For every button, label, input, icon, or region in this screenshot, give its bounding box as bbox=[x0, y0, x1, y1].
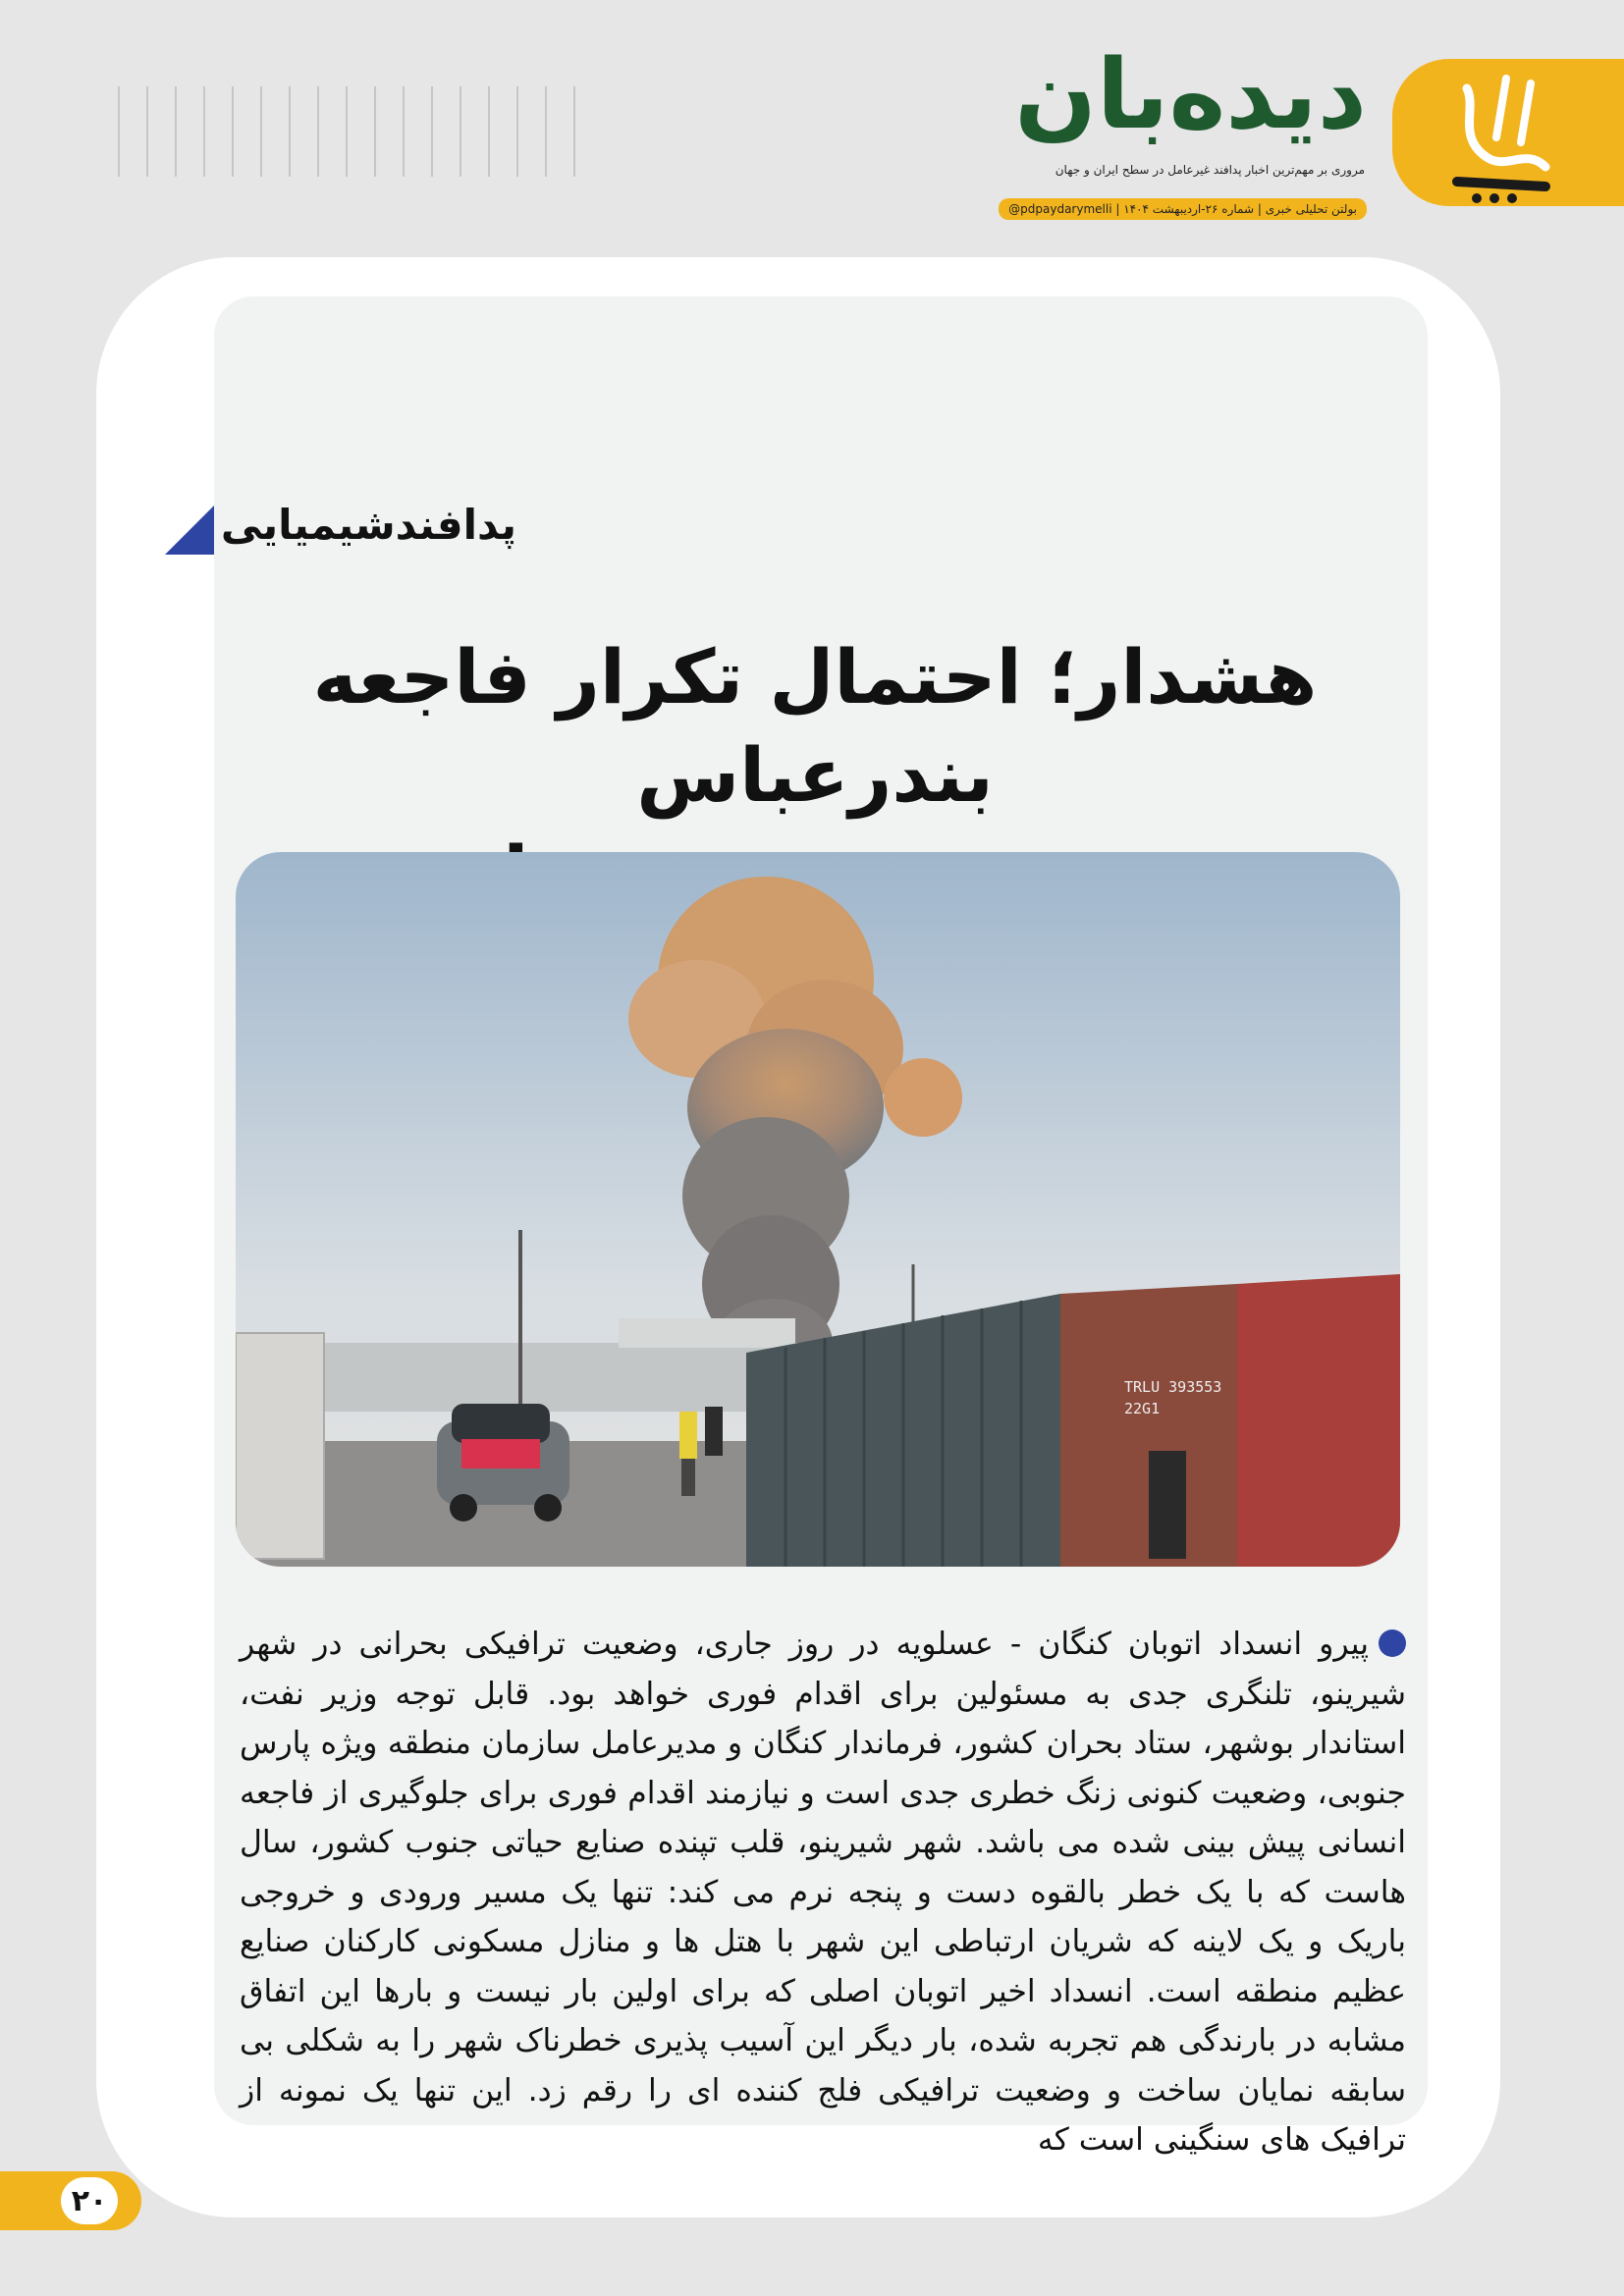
issue-info: بولتن تحلیلی خبری | شماره ۲۶-اردیبهشت ۱۴۰۴ | pdpaydarymelli@ bbox=[999, 198, 1367, 220]
container-code: TRLU 393553 bbox=[1124, 1378, 1222, 1396]
car bbox=[437, 1404, 569, 1522]
container-stack-left bbox=[236, 1333, 324, 1559]
decorative-stripes bbox=[118, 86, 609, 177]
section-marker-icon bbox=[165, 506, 214, 555]
headline-line-1: هشدار؛ احتمال تکرار فاجعه بندرعباس bbox=[312, 633, 1318, 819]
article-body bbox=[240, 1620, 1406, 2165]
page-number-tab bbox=[0, 2171, 141, 2230]
brand-logo bbox=[1392, 59, 1624, 206]
masthead bbox=[974, 22, 1367, 216]
calligraphy-logo-icon bbox=[1437, 69, 1575, 206]
article-photo bbox=[236, 852, 1400, 1567]
section-label: پدافندشیمیایی bbox=[220, 501, 516, 549]
container-type: 22G1 bbox=[1124, 1400, 1161, 1417]
bullet-icon bbox=[1379, 1629, 1406, 1657]
explosion-photo bbox=[236, 852, 1400, 1567]
article-body-text: پیرو انسداد اتوبان کنگان - عسلویه در روز جاری، وضعیت ترافیکی بحرانی در شهر شیرینو، تلنگری جدی به مسئولین برای اقدام فوری خواهد بود. قابل توجه وزیر نفت، استاندار بوشهر، ستاد بحران کشور، فرماندار کنگان و مدیرعامل سازمان منطقه ویژه پارس جنوبی، وضعیت کنونی زنگ خطری جدی است و نیازمند اقدام فوری برای جلوگیری از فاجعه انسانی پیش بینی شده می باشد. شهر شیرینو، قلب تپنده صنایع حیاتی جنوب کشور، سال هاست که با یک خطر بالقوه دست و پنجه نرم می کند: تنها یک مسیر ورودی و خروجی باریک و یک لاینه که شریان ارتباطی این شهر با هتل ها و منازل مسکونی کارکنان صنایع عظیم منطقه است. انسداد اخیر اتوبان اصلی که برای اولین بار نیست و بارها این اتفاق مشابه در بارندگی هم تجربه شده، بار دیگر این آسیب پذیری خطرناک شهر را به شکلی بی سابقه نمایان ساخت و وضعیت ترافیکی فلج کننده ای را رقم زد. این تنها یک نمونه از ترافیک های سنگینی است که bbox=[240, 1627, 1406, 2158]
masthead-title: دیده‌بان bbox=[1014, 39, 1367, 151]
masthead-tagline: مروری بر مهم‌ترین اخبار پدافند غیرعامل در سطح ایران و جهان bbox=[1055, 163, 1365, 177]
page-number: ۲۰ bbox=[61, 2177, 118, 2224]
